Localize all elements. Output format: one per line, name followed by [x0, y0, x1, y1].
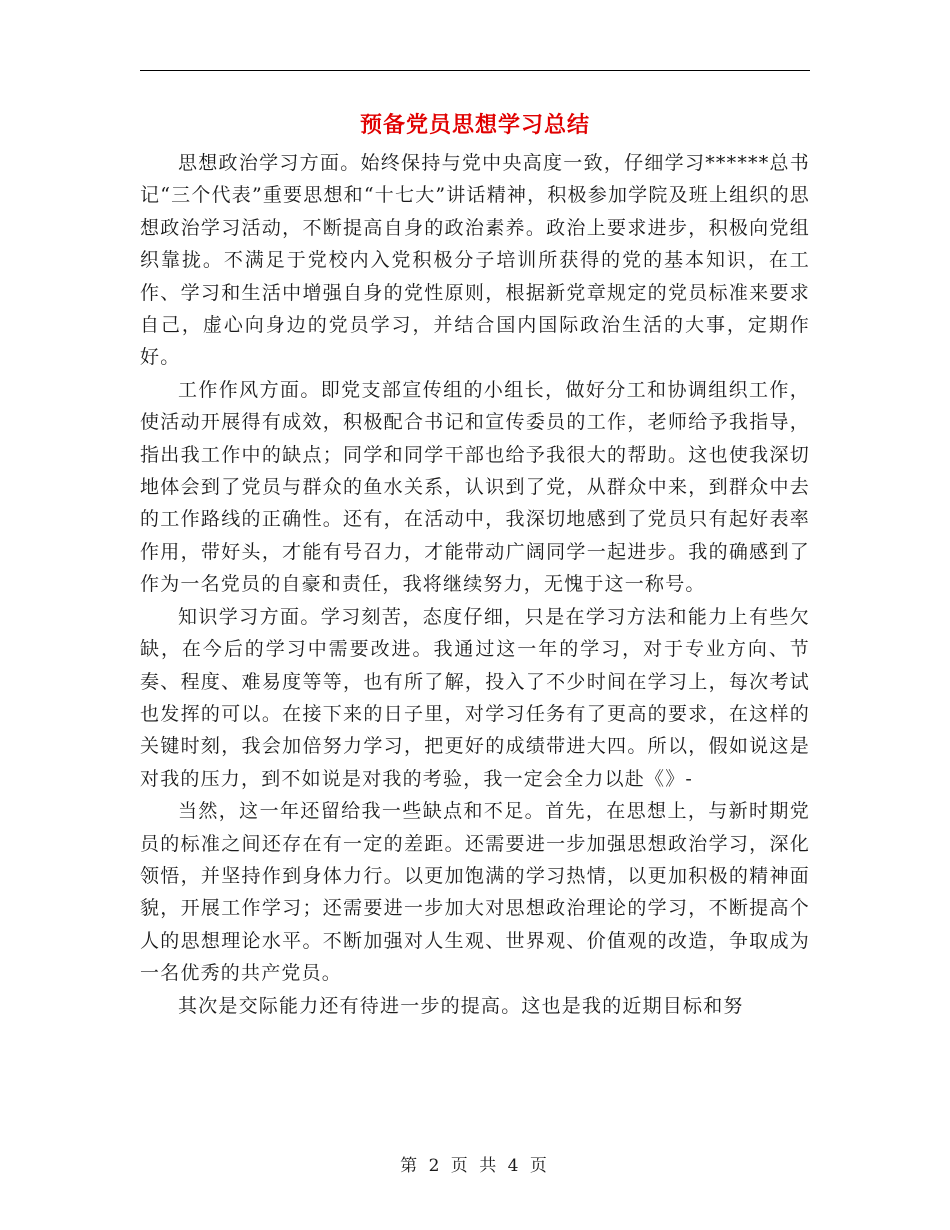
document-body	[140, 147, 810, 1022]
paragraph-work-style: 工作作风方面。即党支部宣传组的小组长，做好分工和协调组织工作，使活动开展得有成效，积极配合书记和宣传委员的工作，老师给予我指导，指出我工作中的缺点；同学和同学干部也给予我很大的帮助。这也使我深切地体会到了党员与群众的鱼水关系，认识到了党，从群众中来，到群众中去的工作路线的正确性。还有，在活动中，我深切地感到了党员只有起好表率作用，带好头，才能有号召力，才能带动广阔同学一起进步。我的确感到了作为一名党员的自豪和责任，我将继续努力，无愧于这一称号。	[140, 378, 810, 596]
page-number: 第 2 页 共 4 页	[400, 1156, 550, 1176]
document-title: 预备党员思想学习总结	[359, 112, 590, 138]
paragraph-communication: 其次是交际能力还有待进一步的提高。这也是我的近期目标和努	[178, 994, 744, 1017]
paragraph-political-study: 思想政治学习方面。始终保持与党中央高度一致，仔细学习******总书记“三个代表”重要思想和“十七大”讲话精神，积极参加学院及班上组织的思想政治学习活动，不断提高自身的政治素养。政治上要求进步，积极向党组织靠拢。不满足于党校内入党积极分子培训所获得的党的基本知识，在工作、学习和生活中增强自身的党性原则，根据新党章规定的党员标准来要求自己，虚心向身边的党员学习，并结合国内国际政治生活的大事，定期作好。	[140, 152, 810, 369]
header-rule	[140, 70, 810, 71]
paragraph-shortcomings: 当然，这一年还留给我一些缺点和不足。首先，在思想上，与新时期党员的标准之间还存在有一定的差距。还需要进一步加强思想政治学习，深化领悟，并坚持作到身体力行。以更加饱满的学习热情，以更加积极的精神面貌，开展工作学习；还需要进一步加大对思想政治理论的学习，不断提高个人的思想理论水平。不断加强对人生观、世界观、价值观的改造，争取成为一名优秀的共产党员。	[140, 800, 810, 985]
paragraph-knowledge-study: 知识学习方面。学习刻苦，态度仔细，只是在学习方法和能力上有些欠缺，在今后的学习中需要改进。我通过这一年的学习，对于专业方向、节奏、程度、难易度等等，也有所了解，投入了不少时间在学习上，每次考试也发挥的可以。在接下来的日子里，对学习任务有了更高的要求，在这样的关键时刻，我会加倍努力学习，把更好的成绩带进大四。所以，假如说这是对我的压力，到不如说是对我的考验，我一定会全力以赴《》-	[140, 605, 810, 790]
